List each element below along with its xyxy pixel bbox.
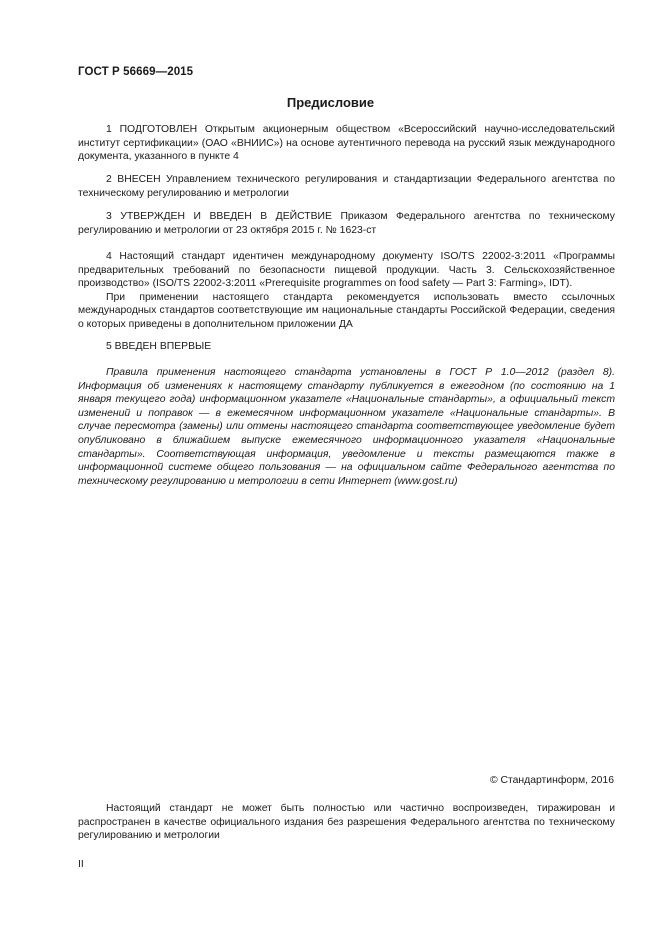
section-3-text: 3 УТВЕРЖДЕН И ВВЕДЕН В ДЕЙСТВИЕ Приказом Федерального агентства по техническому регулированию и метрологии от 23 октября 2015 г. № 1623-ст: [78, 211, 615, 236]
section-1: [78, 123, 615, 164]
section-4-note: При применении настоящего стандарта рекомендуется использовать вместо ссылочных международных стандартов соответствующие им национальные стандарты Российской Федерации, сведения о которых приведены в дополнительном приложении ДА: [78, 291, 615, 330]
section-2-text: 2 ВНЕСЕН Управлением технического регулирования и стандартизации Федерального агентства по техническому регулированию и метрологии: [78, 174, 615, 199]
rules-notice-text: Правила применения настоящего стандарта установлены в ГОСТ Р 1.0—2012 (раздел 8). Информация об изменениях к настоящему стандарту публикуется в ежегодном (по состоянию на 1 января текущего года) информационном указателе «Национальные стандарты», а официальный текст изменений и поправок — в ежемесячном информационном указателе «Национальные стандарты». В случае пересмотра (замены) или отмены настоящего стандарта соответствующее уведомление будет опубликовано в ближайшем выпуске ежемесячного информационного указателя «Национальные стандарты». Соответствующая информация, уведомление и тексты размещаются также в информационной системе общего пользования — на официальном сайте Федерального агентства по техническому регулированию и метрологии в сети Интернет (www.gost.ru): [78, 367, 615, 487]
document-header: ГОСТ Р 56669—2015: [78, 66, 194, 78]
section-3: [78, 210, 615, 237]
page-number: II: [78, 859, 84, 870]
section-4-text: 4 Настоящий стандарт идентичен международному документу ISO/TS 22002-3:2011 «Программы предварительных требований по безопасности пищевой продукции. Часть 3. Сельскохозяйственное производство» (ISO/TS 22002-3:2011 «Prerequisite programmes on food safety — Part 3: Farming», IDT).: [78, 251, 615, 290]
section-5-text: 5 ВВЕДЕН ВПЕРВЫЕ: [106, 341, 212, 352]
page-title: Предисловие: [286, 95, 375, 110]
rules-notice: [78, 366, 615, 488]
reproduction-notice: [78, 802, 615, 843]
copyright: © Стандартинформ, 2016: [489, 775, 614, 786]
reproduction-notice-text: Настоящий стандарт не может быть полностью или частично воспроизведен, тиражирован и распространен в качестве официального издания без разрешения Федерального агентства по техническому регулированию и метрологии: [78, 803, 615, 842]
section-2: [78, 173, 615, 200]
section-5: [78, 340, 615, 354]
section-1-text: 1 ПОДГОТОВЛЕН Открытым акционерным обществом «Всероссийский научно-исследовательский институт сертификации» (ОАО «ВНИИС») на основе аутентичного перевода на русский язык международного документа, указанного в пункте 4: [78, 124, 615, 163]
section-4: [78, 250, 615, 332]
